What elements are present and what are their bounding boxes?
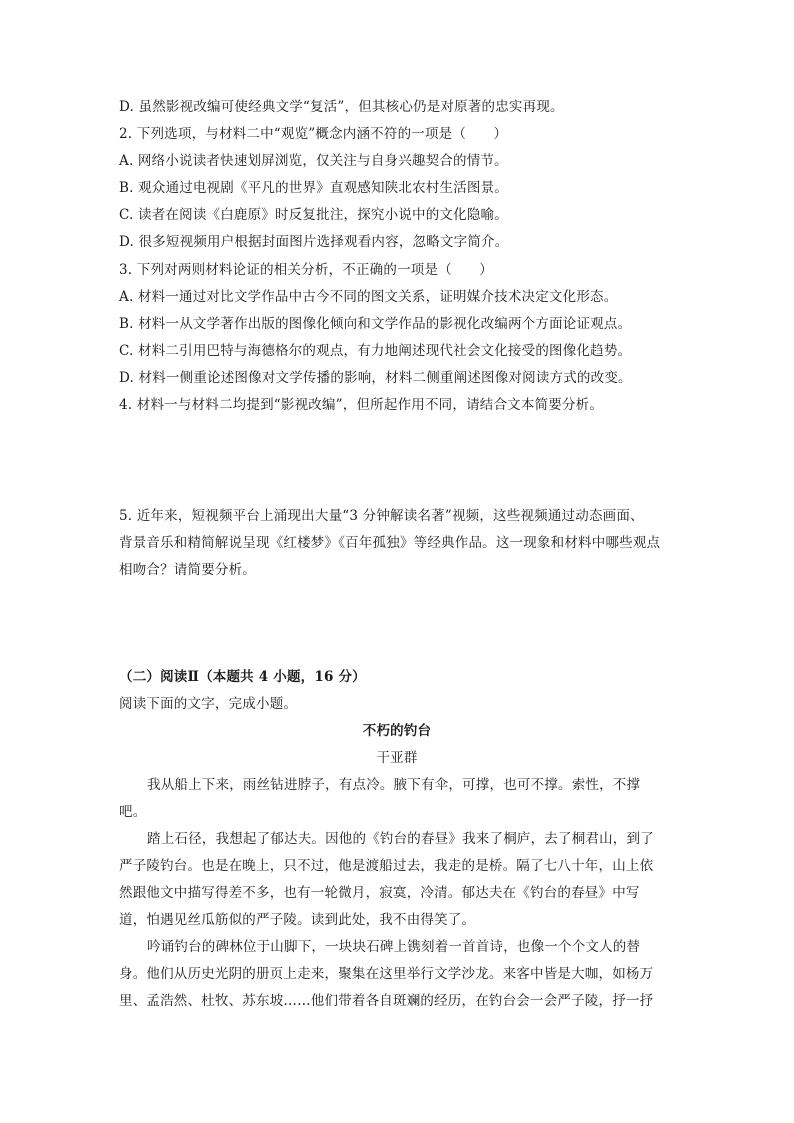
paragraph-2-line-3: 然跟他文中描写得差不多，也有一轮微月，寂寞，冷清。郁达夫在《钓台的春昼》中写	[119, 885, 640, 901]
q5-line-1: 5. 近年来，短视频平台上涌现出大量“3 分钟解读名著”视频，这些视频通过动态画面、	[119, 508, 644, 524]
article-title: 不朽的钓台	[362, 723, 432, 739]
paragraph-3-line-2: 身。他们从历史光阴的册页上走来，聚集在这里举行文学沙龙。来客中皆是大咖，如杨万	[119, 966, 654, 982]
q2-option-c: C. 读者在阅读《白鹿原》时反复批注，探究小说中的文化隐喻。	[119, 207, 508, 223]
q4-stem: 4. 材料一与材料二均提到“影视改编”，但所起作用不同，请结合文本简要分析。	[119, 397, 604, 413]
q5-line-2: 背景音乐和精简解说呈现《红楼梦》《百年孤独》等经典作品。这一现象和材料中哪些观点	[119, 535, 661, 551]
section-instruction: 阅读下面的文字，完成小题。	[119, 696, 298, 712]
q2-option-b: B. 观众通过电视剧《平凡的世界》直观感知陕北农村生活图景。	[119, 180, 509, 196]
q3-option-a: A. 材料一通过对比文学作品中古今不同的图文关系，证明媒介技术决定文化形态。	[119, 289, 618, 305]
q2-option-a: A. 网络小说读者快速划屏浏览，仅关注与自身兴趣契合的情节。	[119, 153, 508, 169]
paragraph-2-line-4: 道，怕遇见丝瓜筋似的严子陵。读到此处，我不由得笑了。	[119, 912, 476, 928]
q5-line-3: 相吻合？请简要分析。	[119, 562, 256, 578]
q2-option-d: D. 很多短视频用户根据封面图片选择观看内容，忽略文字简介。	[119, 234, 509, 250]
q2-stem: 2. 下列选项，与材料二中“观览”概念内涵不符的一项是（ ）	[119, 126, 508, 142]
article-author: 干亚群	[376, 750, 418, 766]
q3-stem: 3. 下列对两则材料论证的相关分析，不正确的一项是（ ）	[119, 262, 493, 278]
section-heading: （二）阅读Ⅱ（本题共 4 小题，16 分）	[119, 669, 366, 685]
paragraph-2-line-2: 严子陵钓台。也是在晚上，只不过，他是渡船过去，我走的是桥。隔了七八十年，山上依	[119, 858, 654, 874]
paragraph-3-line-3: 里、孟浩然、杜牧、苏东坡……他们带着各自斑斓的经历，在钓台会一会严子陵，抒一抒	[119, 993, 654, 1009]
q3-option-b: B. 材料一从文学著作出版的图像化倾向和文学作品的影视化改编两个方面论证观点。	[119, 316, 632, 332]
paragraph-1-line-1: 我从船上下来，雨丝钻进脖子，有点冷。腋下有伞，可撑，也可不撑。索性，不撑	[147, 777, 641, 793]
q1-option-d: D. 虽然影视改编可使经典文学“复活”，但其核心仍是对原著的忠实再现。	[119, 99, 564, 115]
paragraph-3-line-1: 吟诵钓台的碑林位于山脚下，一块块石碑上镌刻着一首首诗，也像一个个文人的替	[147, 939, 641, 955]
paragraph-1-line-2: 吧。	[119, 804, 147, 820]
paragraph-2-line-1: 踏上石径，我想起了郁达夫。因他的《钓台的春昼》我来了桐庐，去了桐君山，到了	[147, 831, 654, 847]
q3-option-c: C. 材料二引用巴特与海德格尔的观点，有力地阐述现代社会文化接受的图像化趋势。	[119, 343, 632, 359]
q3-option-d: D. 材料一侧重论述图像对文学传播的影响，材料二侧重阐述图像对阅读方式的改变。	[119, 370, 632, 386]
